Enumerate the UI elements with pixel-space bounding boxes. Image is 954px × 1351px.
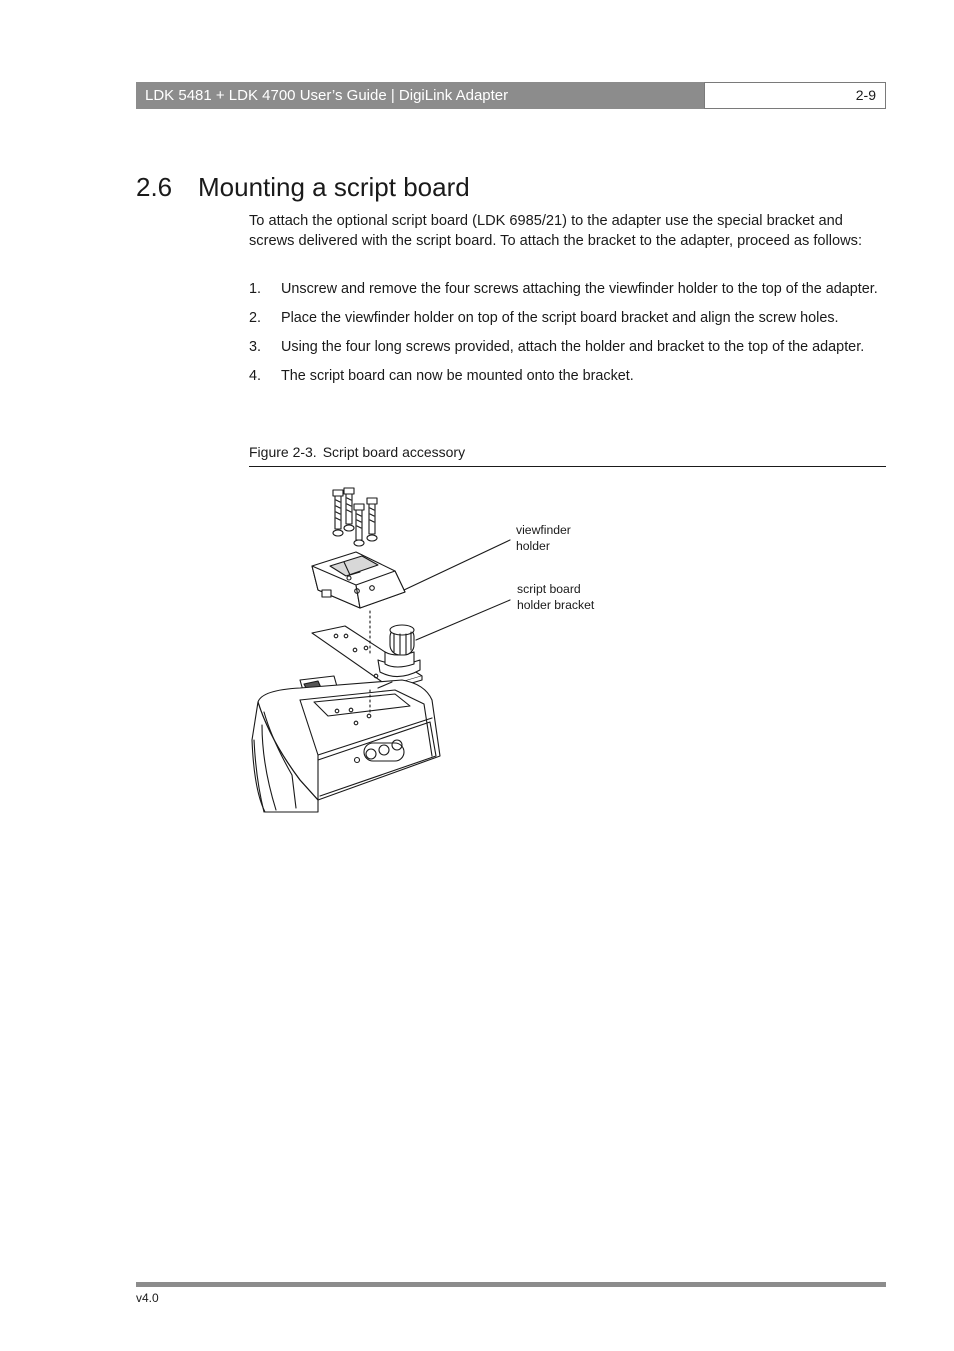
running-header-page-number: 2-9 [704, 82, 886, 109]
intro-paragraph: To attach the optional script board (LDK 6985/21) to the adapter use the special bracket and screws delivered with the script board. To attach the bracket to the adapter, proceed as follows: [249, 213, 863, 249]
list-item [249, 280, 885, 299]
step-number: 1. [249, 281, 262, 297]
callout-bracket-line2: holder bracket [517, 598, 595, 612]
list-item [249, 309, 885, 328]
running-header-title: LDK 5481 + LDK 4700 User’s Guide | DigiLink Adapter [136, 82, 704, 109]
figure-number: Figure 2-3. [249, 444, 317, 460]
step-text: Place the viewfinder holder on top of the script board bracket and align the screw holes. [281, 310, 839, 326]
screw-set [333, 488, 377, 546]
step-number: 2. [249, 310, 262, 326]
section-number: 2.6 [136, 172, 173, 202]
viewfinder-holder-part [312, 552, 405, 608]
footer-rule [136, 1282, 886, 1287]
procedure-steps [249, 280, 885, 386]
holder-knob-part [378, 625, 420, 677]
figure-caption-text: Script board accessory [322, 444, 466, 460]
step-text: The script board can now be mounted onto the bracket. [281, 368, 634, 384]
callout-leader-viewfinder [404, 540, 510, 590]
step-text: Unscrew and remove the four screws attaching the viewfinder holder to the top of the adapter. [281, 281, 878, 297]
list-item [249, 367, 885, 386]
step-number: 4. [249, 368, 262, 384]
list-item [249, 338, 885, 357]
step-number: 3. [249, 339, 262, 355]
section-heading [136, 172, 470, 203]
adapter-body-part [252, 676, 440, 812]
figure-caption [249, 442, 886, 467]
step-text: Using the four long screws provided, attach the holder and bracket to the top of the adapter. [281, 339, 865, 355]
callout-viewfinder-holder-line1: viewfinder [516, 523, 571, 537]
callout-viewfinder-holder-line2: holder [516, 539, 550, 553]
section-title: Mounting a script board [198, 172, 470, 202]
callout-bracket-line1: script board [517, 582, 581, 596]
footer-version: v4.0 [136, 1291, 159, 1305]
callout-leader-bracket [416, 600, 510, 640]
